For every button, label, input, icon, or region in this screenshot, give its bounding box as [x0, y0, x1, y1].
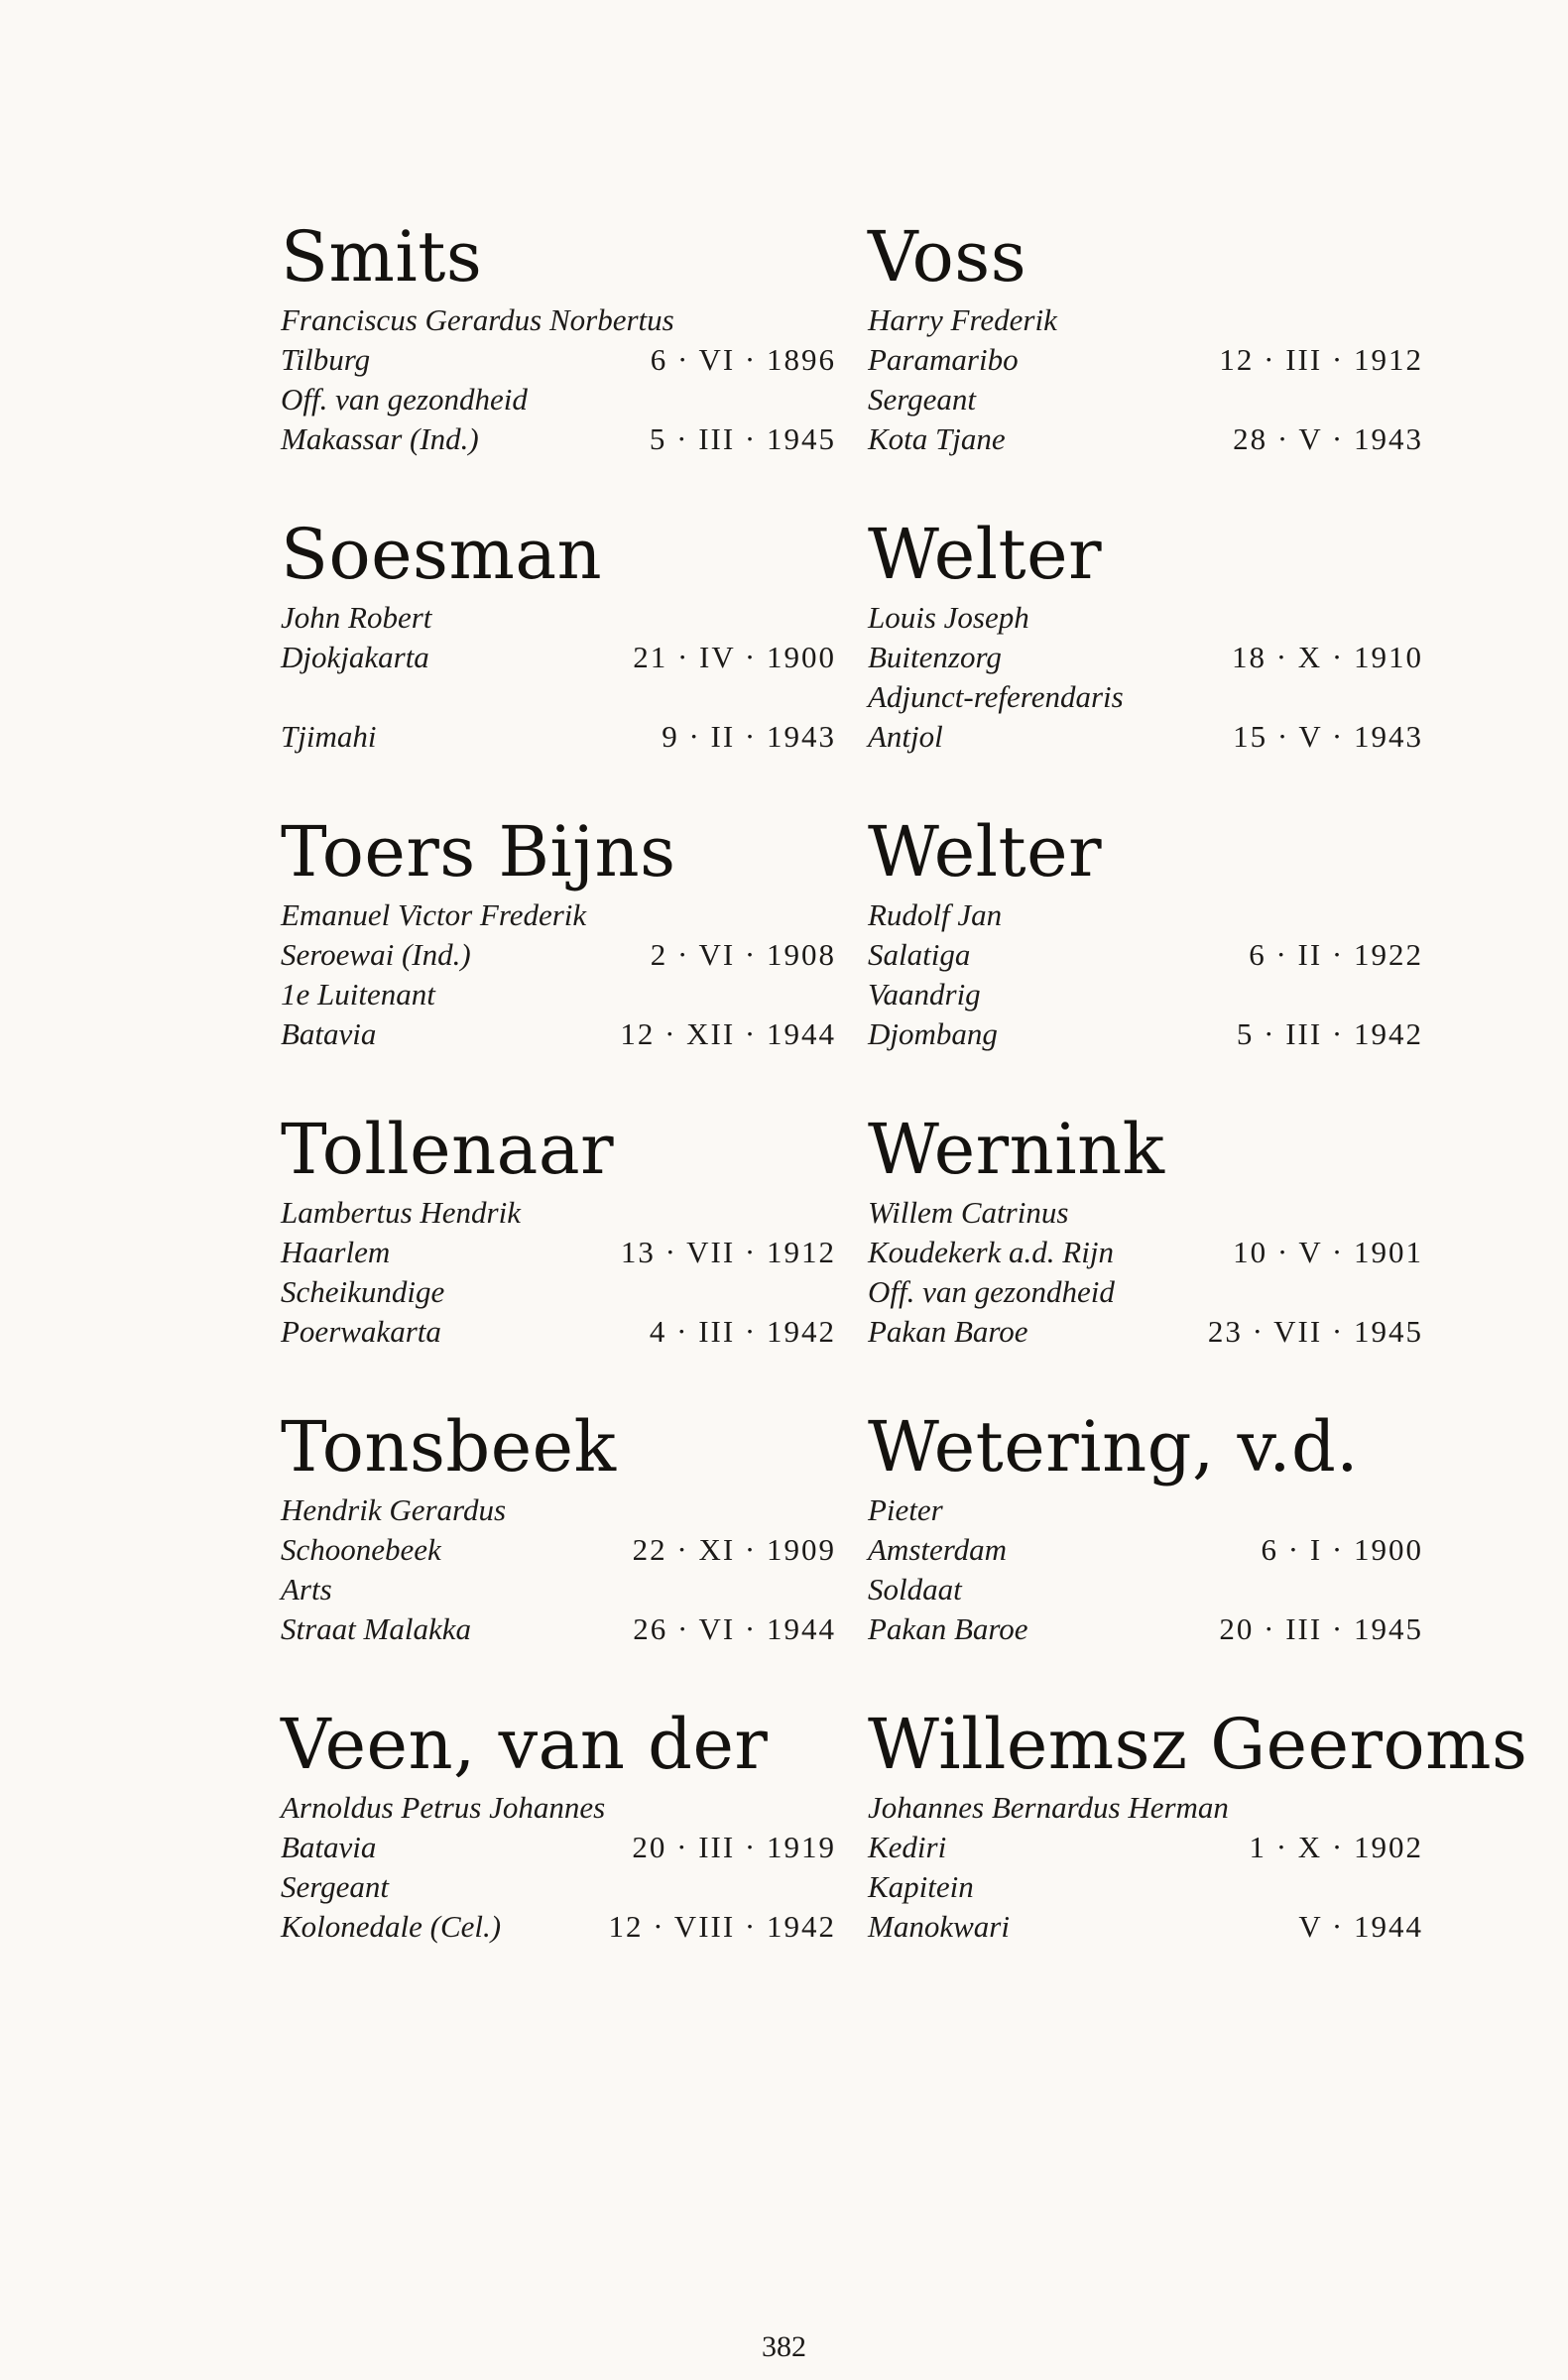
death-place: Kota Tjane [868, 421, 1006, 456]
right-column [868, 213, 1528, 1998]
given-names-text: Pieter [868, 1492, 943, 1527]
death-place: Manokwari [868, 1909, 1010, 1944]
given-names [868, 1788, 1423, 1828]
birth-line [281, 340, 836, 380]
birth-line [281, 1530, 836, 1570]
given-names [868, 1193, 1423, 1233]
birth-place: Buitenzorg [868, 640, 1002, 674]
entry [281, 511, 836, 808]
given-names-text: John Robert [281, 600, 432, 635]
birth-place: Kediri [868, 1830, 947, 1864]
birth-place: Haarlem [281, 1235, 391, 1269]
given-names [281, 1193, 836, 1233]
given-names [281, 598, 836, 638]
entry [281, 808, 836, 1106]
birth-date: 6 · II · 1922 [1249, 937, 1423, 972]
given-names-text: Arnoldus Petrus Johannes [281, 1790, 606, 1825]
given-names [281, 300, 836, 340]
death-date: 20 · III · 1945 [1219, 1611, 1423, 1646]
role: Sergeant [281, 1869, 390, 1904]
role-line [868, 1272, 1423, 1312]
death-place: Tjimahi [281, 719, 377, 754]
role: Off. van gezondheid [868, 1274, 1115, 1309]
surname: Voss [868, 216, 1027, 298]
death-line [868, 1907, 1423, 1947]
death-place: Pakan Baroe [868, 1314, 1028, 1349]
role-line [281, 1272, 836, 1312]
death-date: V · 1944 [1298, 1909, 1423, 1944]
death-line [281, 1907, 836, 1947]
birth-line [868, 340, 1423, 380]
death-place: Kolonedale (Cel.) [281, 1909, 502, 1944]
role-line [281, 1570, 836, 1609]
given-names [281, 895, 836, 935]
role-line [868, 1867, 1423, 1907]
role: Scheikundige [281, 1274, 445, 1309]
birth-date: 22 · XI · 1909 [632, 1532, 836, 1567]
entry [281, 1701, 836, 1998]
death-date: 28 · V · 1943 [1233, 421, 1423, 456]
surname: Wetering, v.d. [868, 1406, 1360, 1488]
role: Sergeant [868, 382, 977, 416]
birth-line [281, 1828, 836, 1867]
role-line [868, 1570, 1423, 1609]
entry [868, 1403, 1423, 1701]
death-line [281, 717, 836, 757]
surname: Tonsbeek [281, 1406, 617, 1488]
entry [868, 213, 1423, 511]
surname: Veen, van der [281, 1704, 769, 1785]
death-date: 12 · VIII · 1942 [608, 1909, 836, 1944]
surname: Soesman [281, 514, 603, 595]
birth-date: 10 · V · 1901 [1233, 1235, 1423, 1269]
death-line [868, 717, 1423, 757]
role-line [281, 1867, 836, 1907]
given-names-text: Rudolf Jan [868, 897, 1003, 932]
death-line [868, 1609, 1423, 1649]
given-names-text: Lambertus Hendrik [281, 1195, 521, 1230]
death-line [281, 1312, 836, 1352]
death-line [281, 419, 836, 459]
birth-place: Paramaribo [868, 342, 1019, 377]
death-place: Makassar (Ind.) [281, 421, 479, 456]
birth-date: 6 · I · 1900 [1261, 1532, 1423, 1567]
birth-date: 18 · X · 1910 [1231, 640, 1423, 674]
role-line [868, 677, 1423, 717]
given-names [281, 1788, 836, 1828]
role: Soldaat [868, 1572, 962, 1606]
death-place: Batavia [281, 1016, 377, 1051]
given-names [868, 1490, 1423, 1530]
death-line [281, 1014, 836, 1054]
death-line [868, 1312, 1423, 1352]
given-names-text: Franciscus Gerardus Norbertus [281, 302, 674, 337]
entry [868, 511, 1423, 808]
birth-date: 1 · X · 1902 [1249, 1830, 1423, 1864]
given-names-text: Johannes Bernardus Herman [868, 1790, 1229, 1825]
role: Adjunct-referendaris [868, 679, 1124, 714]
death-place: Antjol [868, 719, 943, 754]
birth-date: 21 · IV · 1900 [633, 640, 836, 674]
given-names [868, 598, 1423, 638]
surname: Wernink [868, 1109, 1165, 1190]
role: 1e Luitenant [281, 977, 435, 1012]
birth-place: Amsterdam [868, 1532, 1008, 1567]
birth-date: 13 · VII · 1912 [620, 1235, 836, 1269]
birth-date: 20 · III · 1919 [632, 1830, 836, 1864]
role: Vaandrig [868, 977, 981, 1012]
birth-place: Seroewai (Ind.) [281, 937, 471, 972]
birth-place: Schoonebeek [281, 1532, 441, 1567]
death-line [868, 419, 1423, 459]
death-place: Pakan Baroe [868, 1611, 1028, 1646]
given-names [868, 300, 1423, 340]
surname: Willemsz Geeroms [868, 1704, 1528, 1785]
death-date: 15 · V · 1943 [1233, 719, 1423, 754]
birth-place: Salatiga [868, 937, 971, 972]
given-names-text: Hendrik Gerardus [281, 1492, 507, 1527]
role-line [281, 380, 836, 419]
birth-place: Koudekerk a.d. Rijn [868, 1235, 1114, 1269]
surname: Smits [281, 216, 483, 298]
birth-line [281, 935, 836, 975]
role: Kapitein [868, 1869, 974, 1904]
page-number: 382 [762, 2330, 806, 2363]
entry [868, 1701, 1528, 1998]
role-line [868, 380, 1423, 419]
given-names-text: Willem Catrinus [868, 1195, 1069, 1230]
death-line [868, 1014, 1423, 1054]
death-place: Straat Malakka [281, 1611, 471, 1646]
birth-place: Tilburg [281, 342, 371, 377]
death-date: 4 · III · 1942 [649, 1314, 836, 1349]
surname: Tollenaar [281, 1109, 615, 1190]
role: Off. van gezondheid [281, 382, 528, 416]
left-column [281, 213, 836, 1998]
birth-line [868, 935, 1423, 975]
entry [868, 808, 1423, 1106]
birth-place: Batavia [281, 1830, 377, 1864]
birth-place: Djokjakarta [281, 640, 429, 674]
death-place: Poerwakarta [281, 1314, 441, 1349]
entry [281, 1403, 836, 1701]
death-date: 9 · II · 1943 [662, 719, 836, 754]
birth-date: 12 · III · 1912 [1219, 342, 1423, 377]
death-line [281, 1609, 836, 1649]
death-date: 23 · VII · 1945 [1207, 1314, 1423, 1349]
birth-line [868, 1233, 1423, 1272]
birth-line [281, 1233, 836, 1272]
given-names-text: Louis Joseph [868, 600, 1029, 635]
entry [281, 213, 836, 511]
entry [868, 1106, 1423, 1403]
surname: Toers Bijns [281, 811, 676, 892]
birth-date: 2 · VI · 1908 [650, 937, 836, 972]
birth-line [868, 638, 1423, 677]
birth-line [868, 1530, 1423, 1570]
surname: Welter [868, 514, 1103, 595]
given-names [281, 1490, 836, 1530]
role-line [281, 975, 836, 1014]
birth-line [868, 1828, 1423, 1867]
death-date: 12 · XII · 1944 [620, 1016, 836, 1051]
entry [281, 1106, 836, 1403]
birth-date: 6 · VI · 1896 [650, 342, 836, 377]
surname: Welter [868, 811, 1103, 892]
death-date: 5 · III · 1942 [1236, 1016, 1423, 1051]
given-names-text: Harry Frederik [868, 302, 1057, 337]
role-line [868, 975, 1423, 1014]
memorial-page [281, 213, 1528, 2018]
role-line [281, 677, 836, 717]
death-place: Djombang [868, 1016, 998, 1051]
role: Arts [281, 1572, 332, 1606]
death-date: 26 · VI · 1944 [633, 1611, 836, 1646]
given-names-text: Emanuel Victor Frederik [281, 897, 587, 932]
death-date: 5 · III · 1945 [649, 421, 836, 456]
given-names [868, 895, 1423, 935]
birth-line [281, 638, 836, 677]
